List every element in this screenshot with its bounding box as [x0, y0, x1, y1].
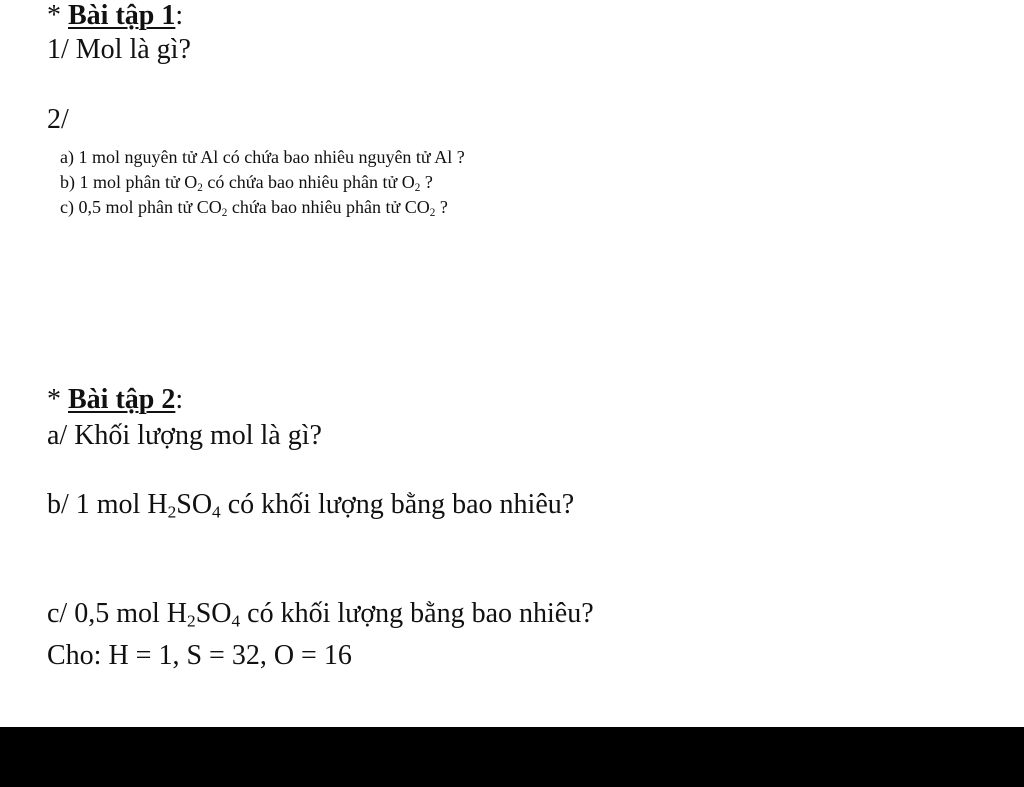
question-c-text-start: c/ 0,5 mol H — [47, 598, 187, 629]
heading-prefix: * — [47, 0, 68, 31]
exercise-2-heading — [47, 384, 183, 416]
exercise-1-heading — [47, 0, 183, 32]
heading-prefix: * — [47, 384, 68, 415]
exercise-1-question-2a — [60, 146, 465, 168]
question-2c-text-end: ? — [435, 197, 448, 217]
question-2c-subscript-2: 2 — [429, 206, 436, 219]
exercise-1-question-2c — [60, 196, 448, 218]
question-2c-text-middle: chứa bao nhiêu phân tử CO — [227, 197, 430, 217]
question-c-subscript-1: 2 — [187, 611, 196, 631]
question-b-text-start: b/ 1 mol H — [47, 489, 168, 520]
question-b-text-end: có khối lượng bằng bao nhiêu? — [220, 489, 575, 520]
question-2a-text: a) 1 mol nguyên tử Al có chứa bao nhiêu nguyên tử Al ? — [60, 147, 465, 167]
exercise-1-question-2-label: 2/ — [47, 104, 69, 135]
exercise-1-title: Bài tập 1 — [68, 0, 176, 31]
question-b-subscript-1: 2 — [167, 502, 177, 522]
question-b-text-middle: SO — [176, 489, 213, 520]
question-2b-subscript-1: 2 — [197, 181, 203, 194]
question-c-text-middle: SO — [195, 598, 232, 629]
question-2c-subscript-1: 2 — [221, 206, 228, 219]
exercise-1-question-2b — [60, 171, 433, 193]
question-2b-subscript-2: 2 — [414, 181, 421, 194]
exercise-1-question-1: 1/ Mol là gì? — [47, 34, 191, 65]
question-2b-text-start: b) 1 mol phân tử O — [60, 172, 198, 192]
question-c-text-end: có khối lượng bằng bao nhiêu? — [240, 598, 594, 629]
exercise-2-question-b — [47, 489, 574, 521]
exercise-2-given-values: Cho: H = 1, S = 32, O = 16 — [47, 640, 352, 671]
heading-suffix: : — [175, 384, 184, 415]
question-2b-text-end: ? — [420, 172, 433, 192]
question-2b-text-middle: có chứa bao nhiêu phân tử O — [202, 172, 415, 192]
question-2c-text-start: c) 0,5 mol phân tử CO — [60, 197, 222, 217]
heading-suffix: : — [175, 0, 184, 31]
exercise-2-title: Bài tập 2 — [68, 384, 176, 415]
black-bottom-bar — [0, 727, 1024, 787]
exercise-2-question-c — [47, 598, 594, 630]
question-b-subscript-2: 4 — [212, 502, 221, 522]
question-c-subscript-2: 4 — [231, 611, 241, 631]
exercise-2-question-a: a/ Khối lượng mol là gì? — [47, 420, 322, 451]
